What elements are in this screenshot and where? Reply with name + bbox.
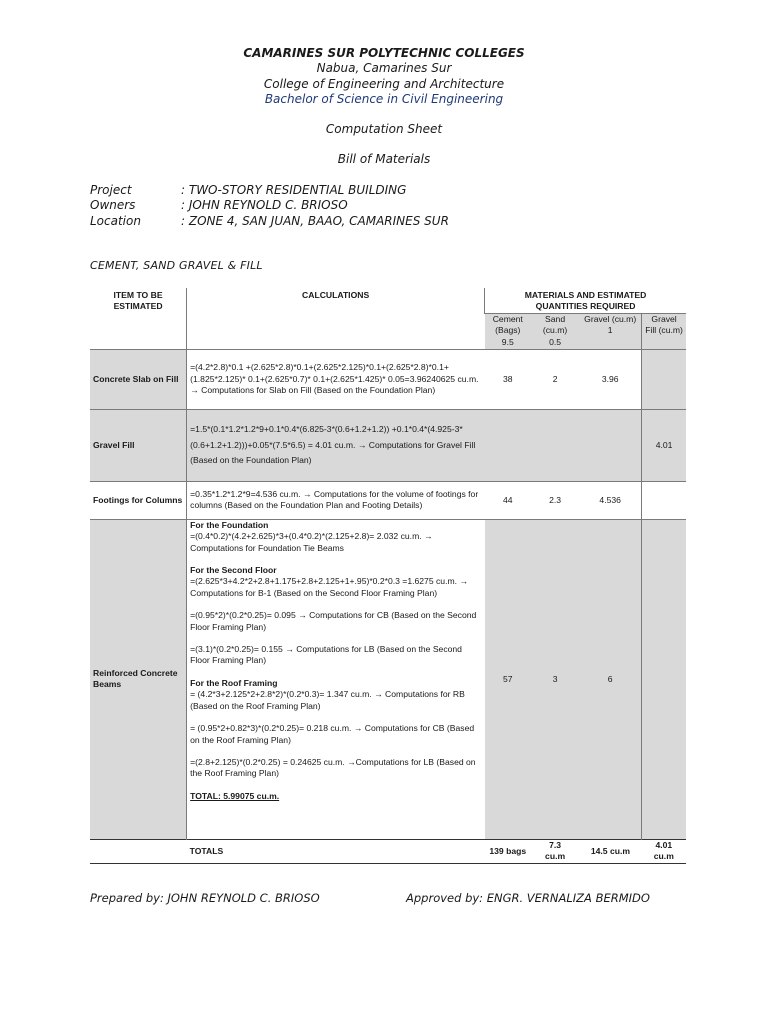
prepared-by: Prepared by: JOHN REYNOLD C. BRIOSO (90, 891, 320, 905)
subheader-name: Gravel Fill (cu.m) (645, 313, 683, 336)
subheader-gravel-fill (642, 313, 686, 349)
subheader-gravel (579, 313, 641, 349)
row-item: Concrete Slab on Fill (90, 349, 187, 409)
info-owners (90, 198, 348, 212)
calc-line: =(2.625*3+4.2*2+2.8+1.175+2.8+2.125+1+.95)*0.2*0.3 =1.6275 cu.m. → Computations for B-1 (Based on the Second Floor Framing Plan) (190, 576, 468, 598)
table-row (90, 519, 686, 839)
totals-cement: 139 bags (485, 839, 531, 863)
subheading-second-floor: For the Second Floor (190, 565, 277, 576)
calc-line: =(2.8+2.125)*(0.2*0.25) = 0.24625 cu.m. →Computations for LB (Based on the Roof Framing Plan) (190, 756, 476, 779)
row-gravel-fill (642, 519, 686, 839)
approved-by: Approved by: ENGR. VERNALIZA BERMIDO (406, 891, 650, 905)
subheader-name: Sand (cu.m) (542, 313, 568, 336)
totals-spacer (90, 839, 187, 863)
row-cement: 44 (485, 481, 531, 519)
header-calculations: CALCULATIONS (187, 288, 485, 349)
info-label: Project (90, 183, 132, 197)
row-gravel: 6 (579, 519, 641, 839)
totals-row (90, 839, 686, 863)
calc-line: =(3.1)*(0.2*0.25)= 0.155 → Computations for LB (Based on the Second Floor Framing Plan) (190, 644, 462, 666)
row-gravel (579, 409, 641, 481)
subheading-foundation: For the Foundation (190, 519, 269, 530)
calc-line: = (4.2*3+2.125*2+2.8*2)*(0.2*0.3)= 1.347 cu.m. → Computations for RB (Based on the Roof Framing Plan) (190, 689, 465, 711)
subheader-sand (531, 313, 579, 349)
subheader-name: Cement (Bags) (492, 313, 523, 336)
row-gravel: 3.96 (579, 349, 641, 409)
table-row (90, 481, 686, 519)
totals-sand: 7.3 cu.m (531, 839, 579, 863)
row-cement: 38 (485, 349, 531, 409)
calc-total: TOTAL: 5.99075 cu.m. (190, 790, 280, 801)
table-row (90, 409, 686, 481)
doc-type: Computation Sheet (325, 122, 443, 136)
row-sand: 2.3 (531, 481, 579, 519)
doc-title: Bill of Materials (337, 152, 431, 166)
calc-line: = (0.95*2+0.82*3)*(0.2*0.25)= 0.218 cu.m. → Computations for CB (Based on the Roof Framing Plan) (190, 723, 475, 745)
row-calculation: =0.35*1.2*1.2*9=4.536 cu.m. → Computations for the volume of footings for columns (Based on the Foundation Plan and Footing Details) (187, 481, 485, 519)
section-title: CEMENT, SAND GRAVEL & FILL (90, 259, 263, 272)
row-sand (531, 409, 579, 481)
info-location (90, 214, 449, 228)
info-value: : ZONE 4, SAN JUAN, BAAO, CAMARINES SUR (181, 214, 449, 228)
subheading-roof-framing: For the Roof Framing (190, 677, 278, 688)
row-sand: 2 (531, 349, 579, 409)
subheader-name: Gravel (cu.m) (584, 313, 637, 324)
calc-line: =(0.95*2)*(0.2*0.25)= 0.095 → Computations for CB (Based on the Second Floor Framing Plan) (190, 610, 477, 632)
school-town: Nabua, Camarines Sur (316, 61, 452, 75)
totals-gravel: 14.5 cu.m (579, 839, 641, 863)
program-name: Bachelor of Science in Civil Engineering (264, 92, 504, 106)
college-name: College of Engineering and Architecture (263, 77, 505, 91)
row-cement: 57 (485, 519, 531, 839)
bill-of-materials-table (90, 288, 686, 864)
header-materials: MATERIALS AND ESTIMATED QUANTITIES REQUIRED (485, 288, 686, 313)
totals-label: TOTALS (187, 839, 485, 863)
row-gravel-fill (642, 481, 686, 519)
table-row (90, 349, 686, 409)
row-calculation (187, 519, 485, 839)
calc-line: =(0.4*0.2)*(4.2+2.625)*3+(0.4*0.2)*(2.125+2.8)= 2.032 cu.m. → Computations for Foundation Tie Beams (190, 531, 433, 553)
header-item: ITEM TO BE ESTIMATED (113, 290, 163, 312)
info-label: Location (90, 214, 141, 228)
info-value: : JOHN REYNOLD C. BRIOSO (181, 198, 348, 212)
info-label: Owners (90, 198, 136, 212)
row-gravel-fill (642, 349, 686, 409)
row-item: Footings for Columns (90, 481, 187, 519)
row-gravel: 4.536 (579, 481, 641, 519)
totals-gravel-fill: 4.01 cu.m (642, 839, 686, 863)
row-item: Gravel Fill (90, 409, 187, 481)
subheader-factor: 0.5 (549, 336, 562, 347)
info-project (90, 183, 406, 197)
subheader-factor: 9.5 (501, 336, 514, 347)
row-gravel-fill: 4.01 (642, 409, 686, 481)
subheader-cement (485, 313, 531, 349)
info-value: : TWO-STORY RESIDENTIAL BUILDING (181, 183, 407, 197)
subheader-factor: 1 (607, 325, 613, 336)
row-calculation: =(4.2*2.8)*0.1 +(2.625*2.8)*0.1+(2.625*2.125)*0.1+(2.625*2.8)*0.1+(1.825*2.125)* 0.1+(2.625*0.7)* 0.1+(2.625*1.425)* 0.05=3.96240625 cu.m. → Computations for Slab on Fill (Based on the Foundation Plan) (187, 349, 485, 409)
row-cement (485, 409, 531, 481)
row-item: Reinforced Concrete Beams (90, 519, 187, 839)
row-sand: 3 (531, 519, 579, 839)
school-name: CAMARINES SUR POLYTECHNIC COLLEGES (243, 46, 525, 60)
row-calculation: =1.5*(0.1*1.2*1.2*9+0.1*0.4*(6.825-3*(0.6+1.2+1.2)) +0.1*0.4*(4.925-3*(0.6+1.2+1.2)))+0.05*(7.5*6.5) = 4.01 cu.m. → Computations for Gravel Fill (Based on the Foundation Plan) (187, 409, 485, 481)
